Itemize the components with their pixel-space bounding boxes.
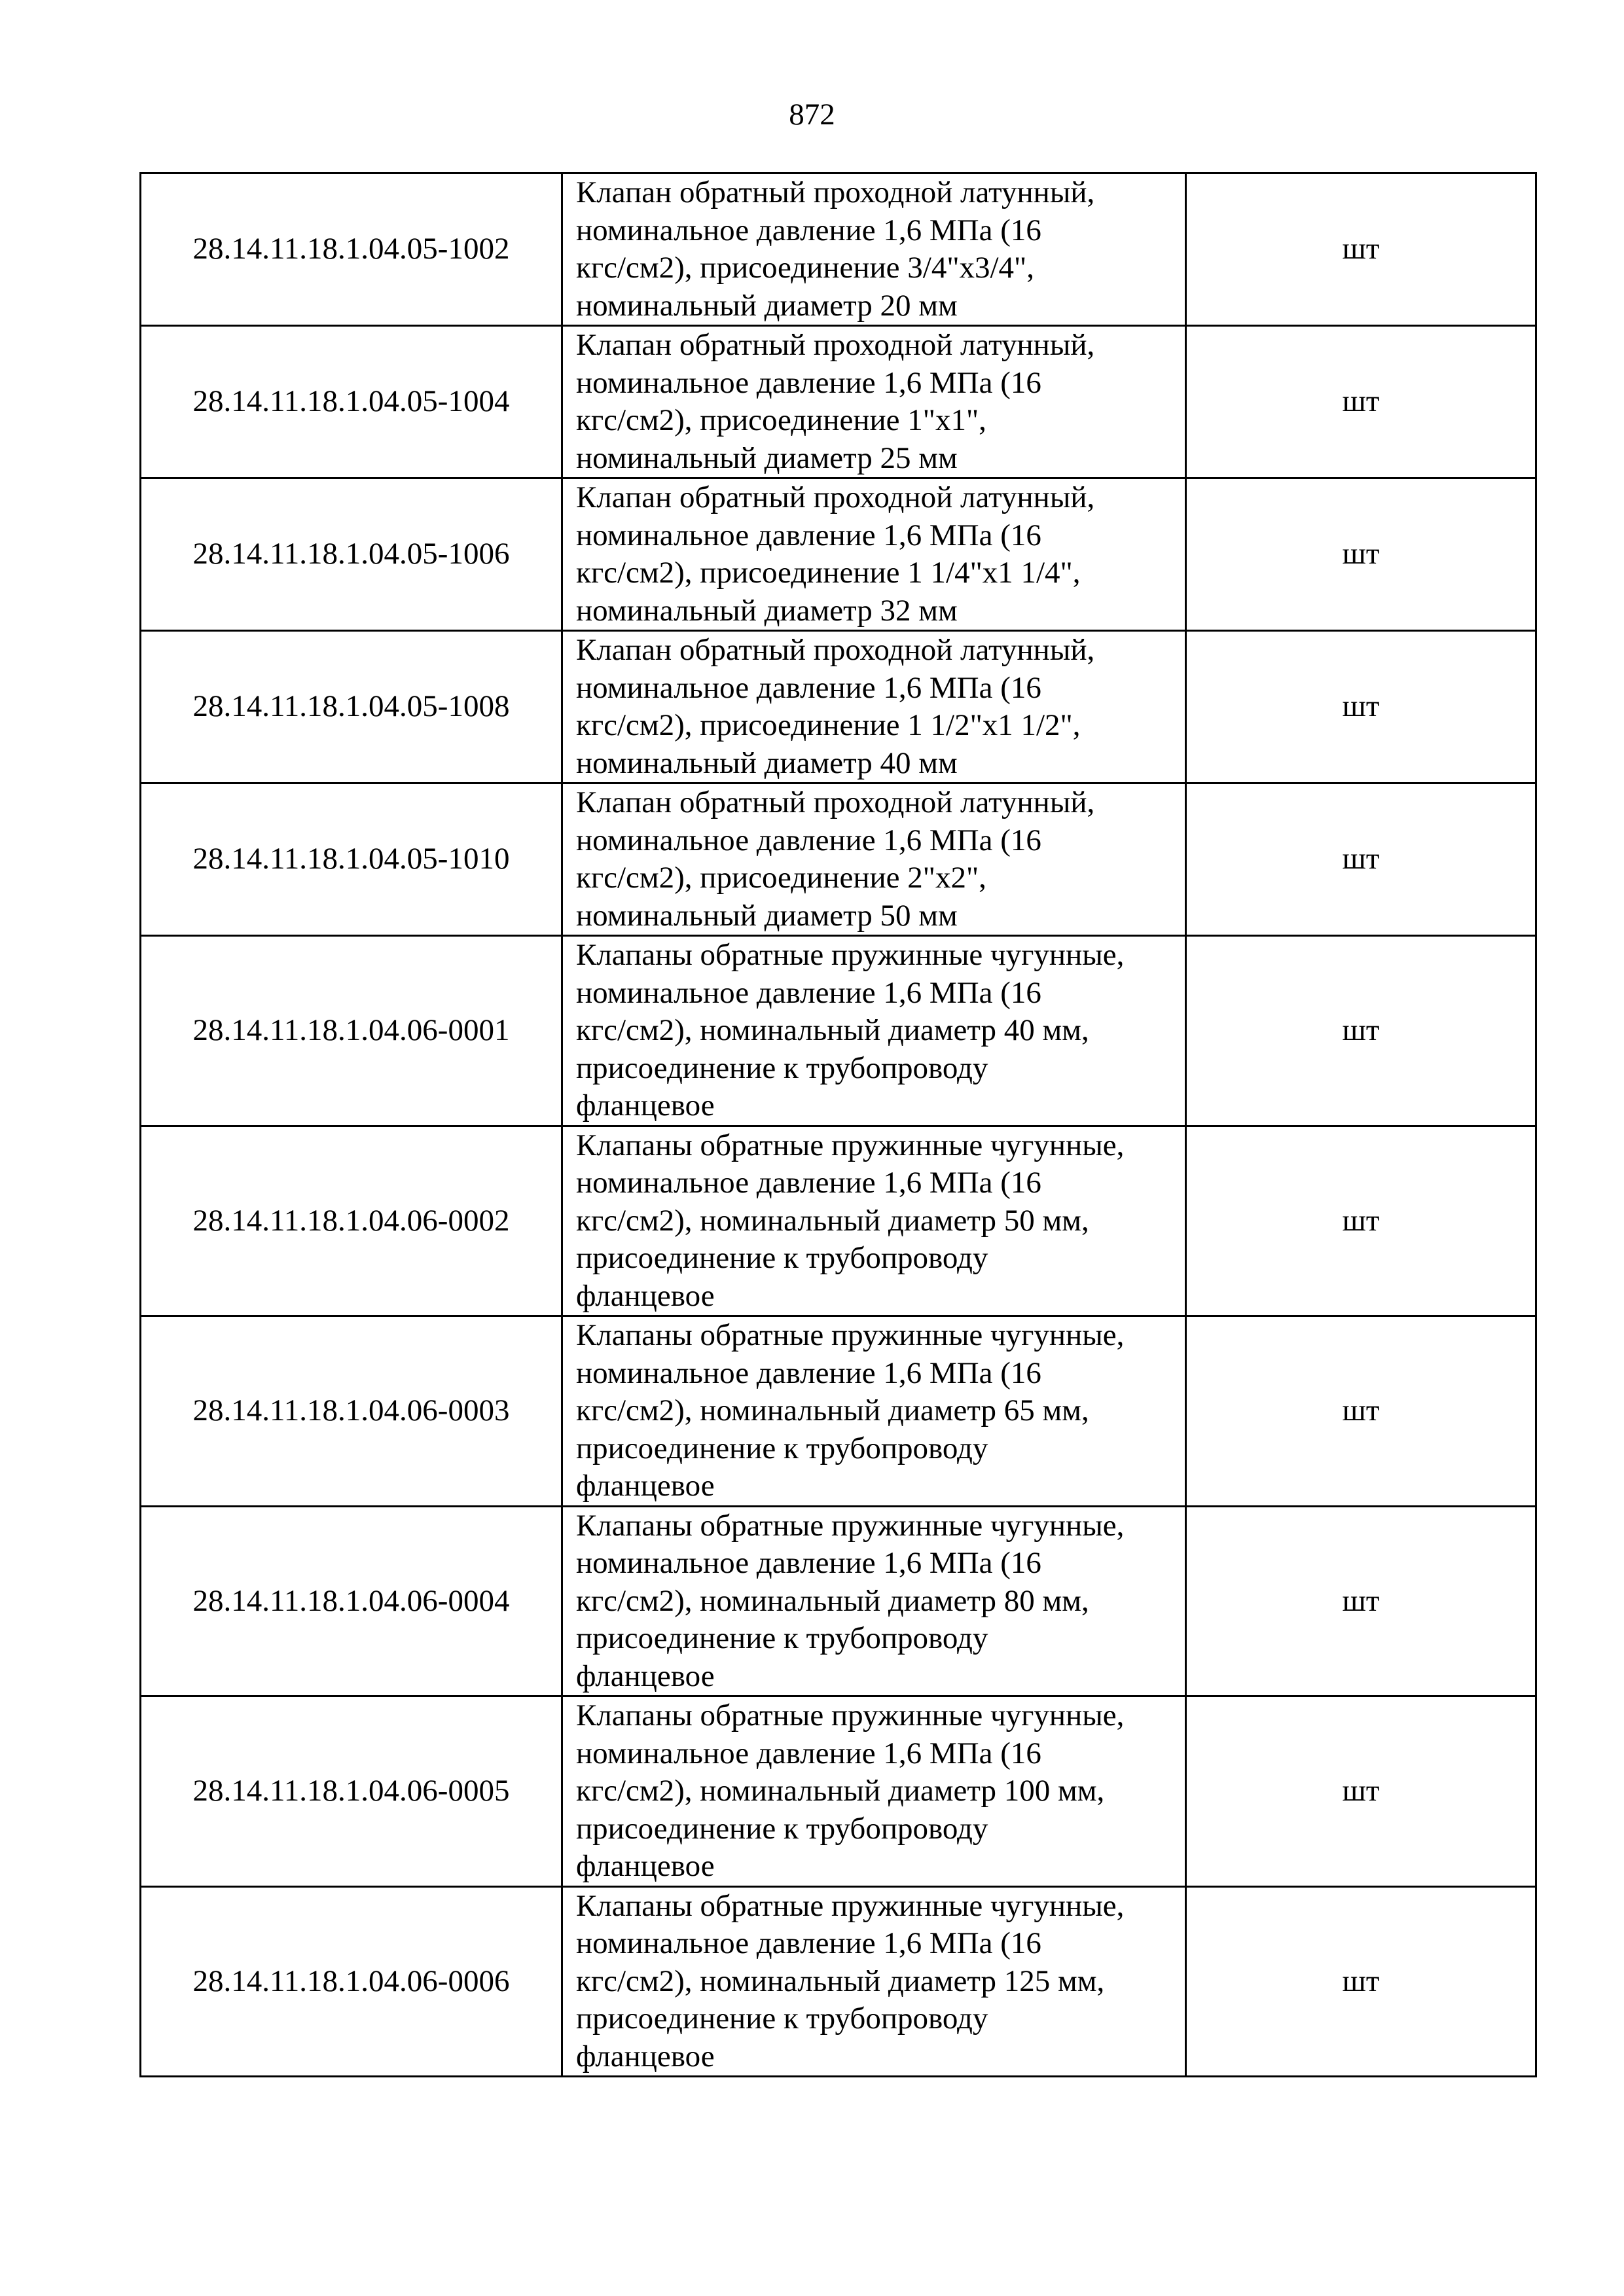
description-line: фланцевое: [576, 2039, 715, 2073]
description-line: Клапаны обратные пружинные чугунные,: [576, 1318, 1125, 1352]
item-code: 28.14.11.18.1.04.06-0002: [141, 1126, 562, 1316]
description-line: номинальное давление 1,6 МПа (16: [576, 518, 1041, 552]
table-row: [141, 326, 1536, 478]
item-description: [562, 478, 1186, 631]
description-line: Клапаны обратные пружинные чугунные,: [576, 1888, 1125, 1923]
item-unit: шт: [1186, 173, 1536, 326]
item-description: [562, 936, 1186, 1126]
description-line: Клапан обратный проходной латунный,: [576, 328, 1095, 362]
item-code: 28.14.11.18.1.04.06-0005: [141, 1696, 562, 1887]
description-line: номинальное давление 1,6 МПа (16: [576, 1926, 1041, 1960]
description-line: номинальное давление 1,6 МПа (16: [576, 823, 1041, 857]
description-line: номинальный диаметр 25 мм: [576, 440, 958, 475]
item-description: [562, 1316, 1186, 1507]
description-line: номинальный диаметр 32 мм: [576, 593, 958, 628]
item-code: 28.14.11.18.1.04.06-0006: [141, 1886, 562, 2077]
table-row: [141, 173, 1536, 326]
description-line: номинальный диаметр 20 мм: [576, 288, 958, 323]
table-row: [141, 631, 1536, 783]
item-description: [562, 1696, 1186, 1887]
item-description: [562, 173, 1186, 326]
item-unit: шт: [1186, 1886, 1536, 2077]
description-line: кгс/см2), номинальный диаметр 125 мм,: [576, 1964, 1105, 1998]
description-line: кгс/см2), присоединение 2"х2",: [576, 861, 986, 895]
description-line: Клапаны обратные пружинные чугунные,: [576, 1698, 1125, 1732]
description-line: номинальное давление 1,6 МПа (16: [576, 670, 1041, 705]
description-line: Клапан обратный проходной латунный,: [576, 175, 1095, 209]
description-line: Клапан обратный проходной латунный,: [576, 785, 1095, 819]
description-line: фланцевое: [576, 1278, 715, 1313]
description-line: кгс/см2), присоединение 1 1/4"х1 1/4",: [576, 556, 1081, 590]
item-code: 28.14.11.18.1.04.05-1006: [141, 478, 562, 631]
table-row: [141, 1506, 1536, 1696]
description-line: кгс/см2), номинальный диаметр 100 мм,: [576, 1774, 1105, 1808]
item-description: [562, 1126, 1186, 1316]
description-line: номинальное давление 1,6 МПа (16: [576, 365, 1041, 400]
description-line: кгс/см2), присоединение 1 1/2"х1 1/2",: [576, 708, 1081, 742]
item-unit: шт: [1186, 783, 1536, 936]
item-unit: шт: [1186, 631, 1536, 783]
description-line: кгс/см2), номинальный диаметр 40 мм,: [576, 1013, 1089, 1047]
table-row: [141, 1886, 1536, 2077]
items-table: [139, 172, 1537, 2077]
page-number: 872: [789, 98, 835, 132]
description-line: номинальное давление 1,6 МПа (16: [576, 213, 1041, 247]
table-row: [141, 478, 1536, 631]
description-line: номинальное давление 1,6 МПа (16: [576, 975, 1041, 1010]
description-line: номинальное давление 1,6 МПа (16: [576, 1546, 1041, 1580]
description-line: номинальное давление 1,6 МПа (16: [576, 1166, 1041, 1200]
description-line: Клапаны обратные пружинные чугунные,: [576, 1128, 1125, 1162]
description-line: кгс/см2), присоединение 1"х1",: [576, 403, 986, 437]
description-line: присоединение к трубопроводу: [576, 1811, 988, 1846]
item-unit: шт: [1186, 1316, 1536, 1507]
description-line: номинальный диаметр 50 мм: [576, 898, 958, 933]
item-unit: шт: [1186, 936, 1536, 1126]
description-line: кгс/см2), номинальный диаметр 50 мм,: [576, 1203, 1089, 1238]
item-code: 28.14.11.18.1.04.06-0001: [141, 936, 562, 1126]
item-description: [562, 1886, 1186, 2077]
table-row: [141, 1696, 1536, 1887]
table-row: [141, 1126, 1536, 1316]
item-unit: шт: [1186, 1126, 1536, 1316]
item-unit: шт: [1186, 326, 1536, 478]
description-line: номинальное давление 1,6 МПа (16: [576, 1355, 1041, 1390]
description-line: фланцевое: [576, 1088, 715, 1122]
description-line: номинальное давление 1,6 МПа (16: [576, 1736, 1041, 1770]
description-line: Клапан обратный проходной латунный,: [576, 480, 1095, 514]
description-line: присоединение к трубопроводу: [576, 1050, 988, 1085]
item-unit: шт: [1186, 1696, 1536, 1887]
description-line: Клапан обратный проходной латунный,: [576, 633, 1095, 667]
description-line: кгс/см2), номинальный диаметр 65 мм,: [576, 1393, 1089, 1427]
item-description: [562, 783, 1186, 936]
description-line: присоединение к трубопроводу: [576, 1431, 988, 1465]
item-code: 28.14.11.18.1.04.06-0003: [141, 1316, 562, 1507]
description-line: номинальный диаметр 40 мм: [576, 745, 958, 780]
table-row: [141, 1316, 1536, 1507]
item-code: 28.14.11.18.1.04.06-0004: [141, 1506, 562, 1696]
description-line: присоединение к трубопроводу: [576, 1621, 988, 1655]
item-code: 28.14.11.18.1.04.05-1010: [141, 783, 562, 936]
item-unit: шт: [1186, 478, 1536, 631]
table-row: [141, 936, 1536, 1126]
table-row: [141, 783, 1536, 936]
item-code: 28.14.11.18.1.04.05-1004: [141, 326, 562, 478]
item-description: [562, 326, 1186, 478]
description-line: присоединение к трубопроводу: [576, 2001, 988, 2036]
description-line: кгс/см2), номинальный диаметр 80 мм,: [576, 1583, 1089, 1618]
description-line: Клапаны обратные пружинные чугунные,: [576, 1508, 1125, 1543]
description-line: Клапаны обратные пружинные чугунные,: [576, 938, 1125, 972]
description-line: фланцевое: [576, 1659, 715, 1693]
description-line: присоединение к трубопроводу: [576, 1241, 988, 1275]
item-code: 28.14.11.18.1.04.05-1008: [141, 631, 562, 783]
description-line: фланцевое: [576, 1469, 715, 1503]
description-line: фланцевое: [576, 1849, 715, 1883]
item-description: [562, 631, 1186, 783]
item-description: [562, 1506, 1186, 1696]
description-line: кгс/см2), присоединение 3/4"х3/4",: [576, 251, 1034, 285]
item-code: 28.14.11.18.1.04.05-1002: [141, 173, 562, 326]
item-unit: шт: [1186, 1506, 1536, 1696]
